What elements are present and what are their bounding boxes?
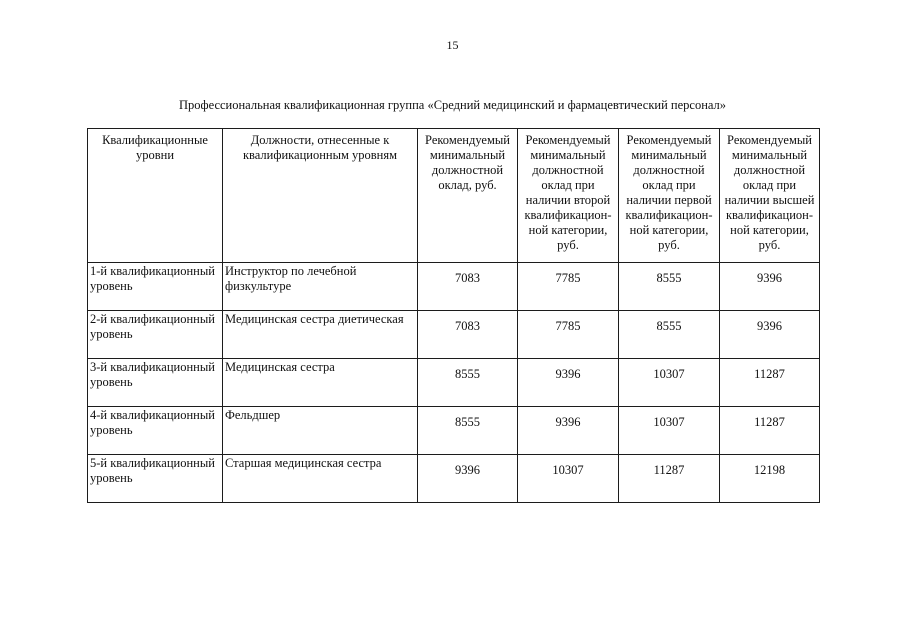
cell-level: 5-й квалификационный уровень	[88, 455, 223, 503]
cell-base-salary: 9396	[418, 455, 518, 503]
cell-position: Фельдшер	[223, 407, 418, 455]
cell-level: 3-й квалификационный уровень	[88, 359, 223, 407]
table-row	[88, 407, 820, 455]
cell-first-category-salary: 8555	[619, 311, 720, 359]
cell-highest-category-salary: 11287	[720, 359, 820, 407]
cell-second-category-salary: 9396	[518, 359, 619, 407]
cell-second-category-salary: 7785	[518, 263, 619, 311]
cell-highest-category-salary: 11287	[720, 407, 820, 455]
salary-table	[87, 128, 820, 503]
table-row	[88, 455, 820, 503]
cell-first-category-salary: 8555	[619, 263, 720, 311]
header-positions: Должности, отнесенные к квалификационным уровням	[223, 129, 418, 263]
cell-base-salary: 7083	[418, 263, 518, 311]
cell-highest-category-salary: 12198	[720, 455, 820, 503]
cell-highest-category-salary: 9396	[720, 263, 820, 311]
cell-level: 2-й квалификационный уровень	[88, 311, 223, 359]
cell-base-salary: 8555	[418, 359, 518, 407]
table-row	[88, 359, 820, 407]
cell-position: Медицинская сестра	[223, 359, 418, 407]
cell-second-category-salary: 7785	[518, 311, 619, 359]
cell-position: Старшая медицинская сестра	[223, 455, 418, 503]
cell-level: 1-й квалификационный уровень	[88, 263, 223, 311]
page-number: 15	[446, 38, 459, 52]
header-first-category-salary: Рекомендуемый минимальный должностной оклад при наличии первой квалификацион-ной категории, руб.	[619, 129, 720, 263]
table-title: Профессиональная квалификационная группа «Средний медицинский и фармацевтический персонал»	[178, 98, 727, 112]
cell-base-salary: 7083	[418, 311, 518, 359]
cell-position: Инструктор по лечебной физкультуре	[223, 263, 418, 311]
table-row	[88, 311, 820, 359]
header-base-salary: Рекомендуемый минимальный должностной оклад, руб.	[418, 129, 518, 263]
cell-second-category-salary: 10307	[518, 455, 619, 503]
table-header-row	[88, 129, 820, 263]
cell-first-category-salary: 10307	[619, 359, 720, 407]
cell-level: 4-й квалификационный уровень	[88, 407, 223, 455]
cell-highest-category-salary: 9396	[720, 311, 820, 359]
header-levels: Квалификационные уровни	[88, 129, 223, 263]
cell-first-category-salary: 10307	[619, 407, 720, 455]
header-highest-category-salary: Рекомендуемый минимальный должностной оклад при наличии высшей квалификацион-ной категории, руб.	[720, 129, 820, 263]
cell-first-category-salary: 11287	[619, 455, 720, 503]
cell-second-category-salary: 9396	[518, 407, 619, 455]
header-second-category-salary: Рекомендуемый минимальный должностной оклад при наличии второй квалификацион-ной категории, руб.	[518, 129, 619, 263]
table-row	[88, 263, 820, 311]
cell-position: Медицинская сестра диетическая	[223, 311, 418, 359]
cell-base-salary: 8555	[418, 407, 518, 455]
